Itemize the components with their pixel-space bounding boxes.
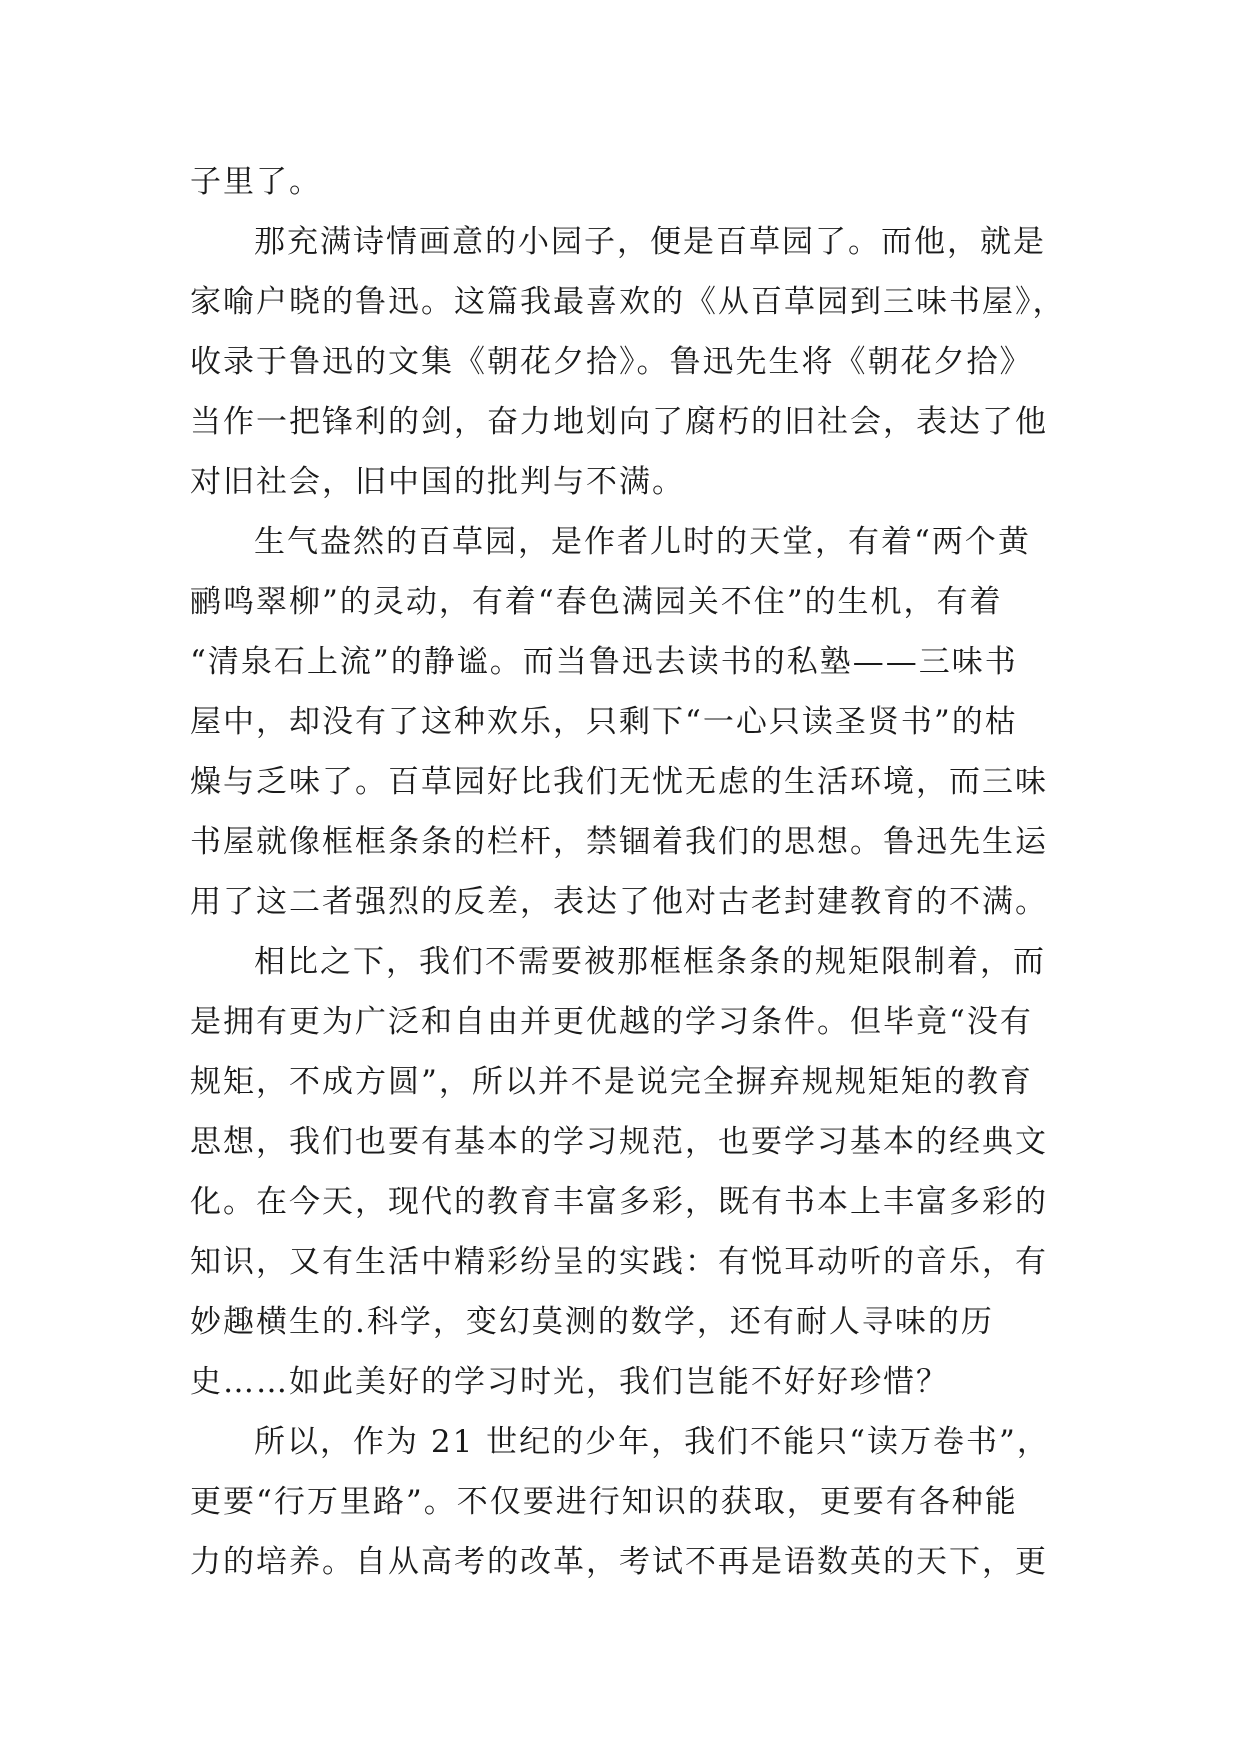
text-line: 规矩，不成方圆”，所以并不是说完全摒弃规规矩矩的教育: [190, 1064, 1033, 1100]
text-line: 对旧社会，旧中国的批判与不满。: [190, 464, 685, 500]
text-line: 力的培养。自从高考的改革，考试不再是语数英的天下，更: [190, 1544, 1048, 1580]
paragraph-start-line: 所以，作为 21 世纪的少年，我们不能只“读万卷书”，: [254, 1424, 1050, 1460]
text-line: 是拥有更为广泛和自由并更优越的学习条件。但毕竟“没有: [190, 1004, 1033, 1040]
text-line: 用了这二者强烈的反差，表达了他对古老封建教育的不满。: [190, 884, 1048, 920]
text-line: 鹂鸣翠柳”的灵动，有着“春色满园关不住”的生机，有着: [190, 584, 1003, 620]
text-line: 家喻户晓的鲁迅。这篇我最喜欢的《从百草园到三味书屋》，: [190, 284, 1066, 320]
text-line: 收录于鲁迅的文集《朝花夕拾》。鲁迅先生将《朝花夕拾》: [190, 344, 1033, 380]
text-line: 当作一把锋利的剑，奋力地划向了腐朽的旧社会，表达了他: [190, 404, 1048, 440]
text-line: 知识，又有生活中精彩纷呈的实践：有悦耳动听的音乐，有: [190, 1244, 1048, 1280]
text-line: 屋中，却没有了这种欢乐，只剩下“一心只读圣贤书”的枯: [190, 704, 1018, 740]
text-line: 书屋就像框框条条的栏杆，禁锢着我们的思想。鲁迅先生运: [190, 824, 1048, 860]
paragraph-start-line: 生气盎然的百草园，是作者儿时的天堂，有着“两个黄: [254, 524, 1031, 560]
text-line: 子里了。: [190, 164, 322, 200]
paragraph-start-line: 相比之下，我们不需要被那框框条条的规矩限制着，而: [254, 944, 1046, 980]
essay-body: [190, 152, 1070, 1592]
text-line: 燥与乏味了。百草园好比我们无忧无虑的生活环境，而三味: [190, 764, 1048, 800]
paragraph-start-line: 那充满诗情画意的小园子，便是百草园了。而他，就是: [254, 224, 1046, 260]
text-line: 化。在今天，现代的教育丰富多彩，既有书本上丰富多彩的: [190, 1184, 1048, 1220]
text-line: 思想，我们也要有基本的学习规范，也要学习基本的经典文: [190, 1124, 1048, 1160]
text-line: 更要“行万里路”。不仅要进行知识的获取，更要有各种能: [190, 1484, 1018, 1520]
text-line: “清泉石上流”的静谧。而当鲁迅去读书的私塾——三味书: [190, 644, 1018, 680]
text-line: 史……如此美好的学习时光，我们岂能不好好珍惜？: [190, 1364, 949, 1400]
text-line: 妙趣横生的.科学，变幻莫测的数学，还有耐人寻味的历: [190, 1304, 994, 1340]
